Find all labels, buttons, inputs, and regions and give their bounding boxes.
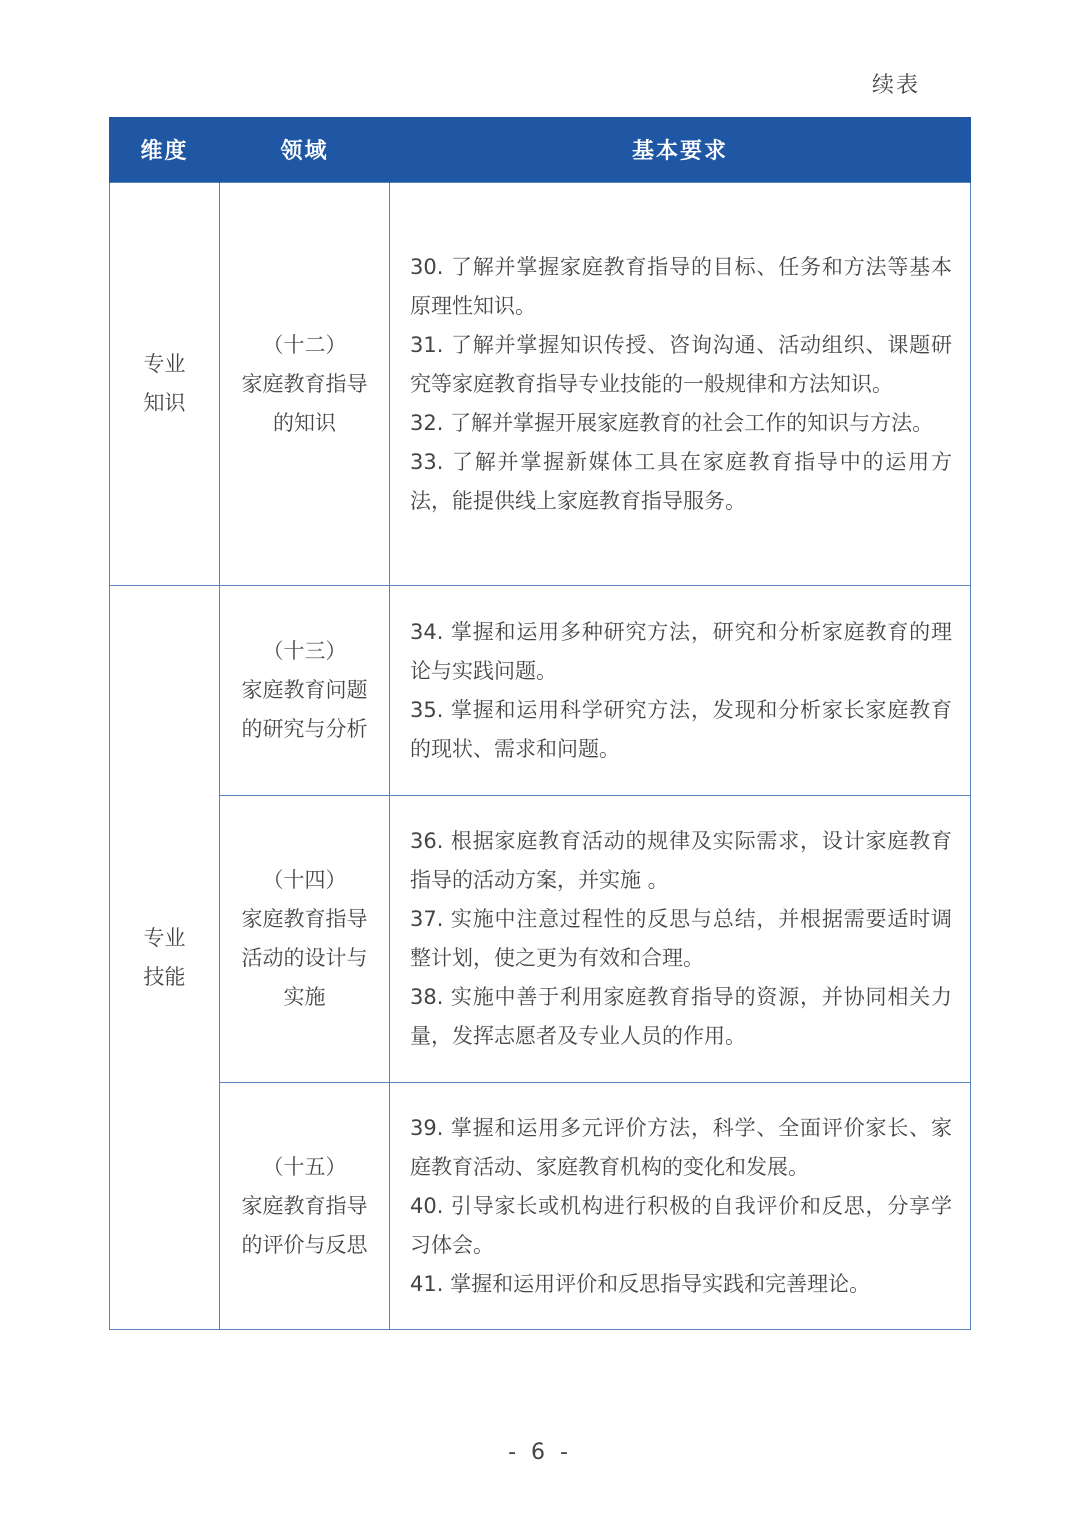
domain-label: 活动的设计与: [241, 946, 368, 970]
domain-label: （十二）: [262, 332, 347, 357]
requirement-item: 30. 了解并掌握家庭教育指导的目标、任务和方法等基本原理性知识。: [410, 254, 952, 318]
domain-cell-13: [220, 586, 390, 796]
requirement-item: 40. 引导家长或机构进行积极的自我评价和反思，分享学习体会。: [410, 1193, 952, 1257]
dimension-label: 技能: [143, 964, 186, 989]
domain-label: 实施: [283, 985, 326, 1009]
domain-label: 家庭教育指导: [241, 907, 368, 931]
dimension-cell-professional-skills: [110, 586, 220, 1330]
domain-label: 家庭教育问题: [241, 678, 368, 702]
requirement-item: 34. 掌握和运用多种研究方法，研究和分析家庭教育的理论与实践问题。: [410, 619, 952, 683]
domain-cell-15: [220, 1083, 390, 1330]
requirement-item: 37. 实施中注意过程性的反思与总结，并根据需要适时调整计划，使之更为有效和合理。: [410, 907, 952, 970]
header-dimension: 维度: [110, 117, 220, 183]
table-row: [110, 1083, 971, 1330]
requirements-cell-13: [390, 586, 971, 796]
requirement-item: 31. 了解并掌握知识传授、咨询沟通、活动组织、课题研究等家庭教育指导专业技能的一般规律和方法知识。: [410, 332, 952, 396]
page-number: - 6 -: [508, 1440, 572, 1465]
table-row: [110, 796, 971, 1083]
header-domain: 领域: [220, 117, 390, 183]
requirement-item: 35. 掌握和运用科学研究方法，发现和分析家长家庭教育的现状、需求和问题。: [410, 697, 952, 761]
requirements-cell-12: [390, 183, 971, 586]
standards-table: [109, 117, 971, 1330]
dimension-label: 专业: [143, 925, 186, 950]
table-row: [110, 586, 971, 796]
requirements-cell-15: [390, 1083, 971, 1330]
dimension-label: 知识: [143, 391, 186, 415]
continued-table-label: 续表: [871, 73, 920, 98]
domain-cell-14: [220, 796, 390, 1083]
domain-label: （十三）: [262, 639, 347, 663]
header-requirements: 基本要求: [390, 117, 971, 183]
domain-label: 家庭教育指导: [241, 371, 368, 396]
requirement-item: 36. 根据家庭教育活动的规律及实际需求，设计家庭教育指导的活动方案，并实施 。: [410, 829, 952, 892]
dimension-label: 专业: [143, 352, 186, 376]
table-row: [110, 183, 971, 586]
domain-label: 的知识: [273, 410, 336, 435]
domain-label: 的评价与反思: [241, 1232, 368, 1257]
table-header-row: [110, 117, 971, 183]
requirement-item: 38. 实施中善于利用家庭教育指导的资源，并协同相关力量，发挥志愿者及专业人员的作用。: [410, 985, 952, 1048]
requirement-item: 33. 了解并掌握新媒体工具在家庭教育指导中的运用方法，能提供线上家庭教育指导服务。: [410, 449, 952, 513]
domain-label: （十四）: [262, 868, 347, 892]
requirement-item: 32. 了解并掌握开展家庭教育的社会工作的知识与方法。: [410, 410, 934, 435]
domain-label: 的研究与分析: [241, 717, 368, 741]
domain-cell-12: [220, 183, 390, 586]
requirement-item: 39. 掌握和运用多元评价方法，科学、全面评价家长、家庭教育活动、家庭教育机构的变化和发展。: [410, 1115, 952, 1179]
requirements-cell-14: [390, 796, 971, 1083]
dimension-cell-professional-knowledge: [110, 183, 220, 586]
requirement-item: 41. 掌握和运用评价和反思指导实践和完善理论。: [410, 1271, 871, 1296]
domain-label: （十五）: [262, 1154, 347, 1179]
domain-label: 家庭教育指导: [241, 1193, 368, 1218]
